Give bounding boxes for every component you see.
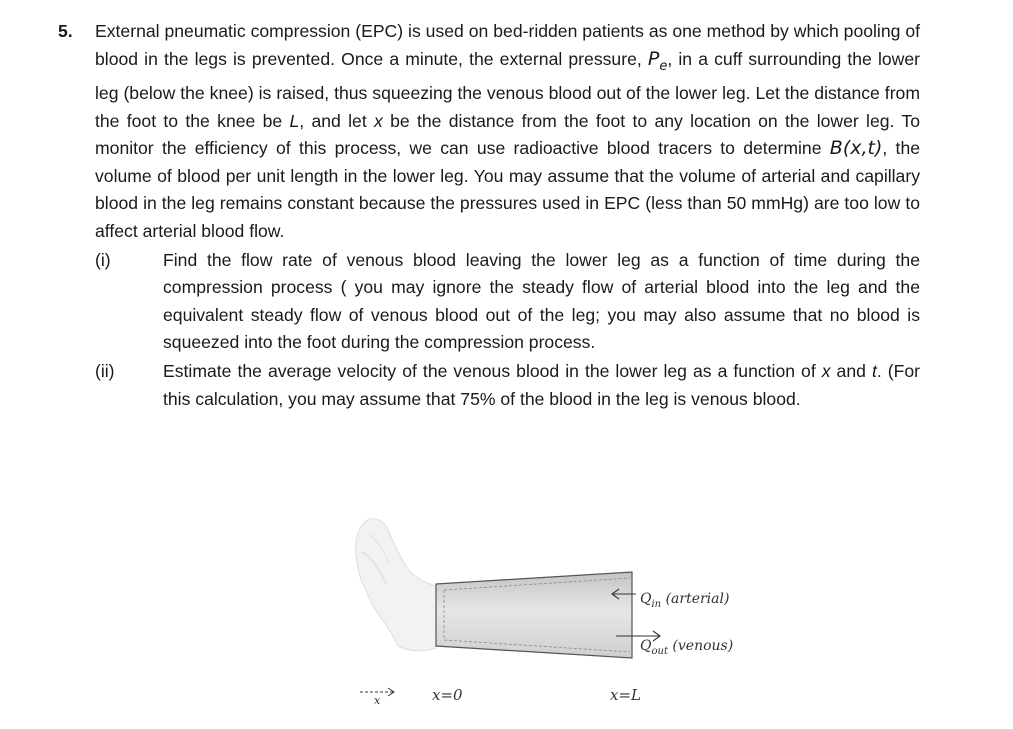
pe-symbol: $P_e$ bbox=[647, 47, 668, 74]
subpart-i bbox=[58, 247, 920, 357]
leg-cuff-figure bbox=[340, 512, 760, 724]
x-L-label: x=L bbox=[610, 686, 641, 704]
bxt-symbol: B(x,t) bbox=[829, 137, 883, 160]
intro-text-5: , the volume of blood per unit length in the lower leg. You may assume that the volume of arterial and capillary blood in the leg remains constant because the pressures used in EPC (less than 50 mmHg) are too low to affect arterial blood flow. bbox=[95, 138, 921, 241]
q-out-label: $Q_{out}$ (venous) bbox=[640, 638, 734, 657]
subpart-ii-text: Estimate the average velocity of the venous blood in the lower leg as a function of x and t. (For this calculation, you may assume that 75% of the blood in the leg is venous blood. bbox=[163, 360, 920, 409]
intro-text-2: , in a cuff surrounding the lower leg (below the knee) is raised, thus squeezing the venous blood out of the lower leg. Let the distance from the foot to the knee be bbox=[95, 48, 921, 131]
subpart-i-text: Find the flow rate of venous blood leaving the lower leg as a function of time during the compression process ( you may ignore the steady flow of arterial blood into the leg and the equivalent steady flow of venous blood out of the leg; you may also assume that no blood is squeezed into the foot during the compression process. bbox=[163, 249, 920, 353]
compression-cuff bbox=[436, 572, 632, 658]
problem-statement bbox=[95, 18, 920, 246]
intro-text-3: , and let bbox=[299, 110, 375, 131]
subpart-i-label: (i) bbox=[95, 249, 111, 270]
var-t-ii: t bbox=[871, 360, 877, 381]
var-x: x bbox=[374, 110, 383, 131]
x-zero-label: x=0 bbox=[432, 686, 463, 704]
leg-diagram-svg bbox=[340, 512, 760, 724]
problem-5 bbox=[58, 18, 920, 413]
subpart-ii bbox=[58, 358, 920, 413]
var-L: L bbox=[289, 110, 300, 131]
subpart-ii-label: (ii) bbox=[95, 360, 115, 381]
x-axis-label: x bbox=[374, 694, 381, 707]
intro-text-4: be the distance from the foot to any location on the lower leg. To monitor the efficiency of this process, we can use radioactive blood tracers to determine bbox=[95, 110, 920, 159]
problem-number: 5. bbox=[58, 21, 73, 41]
intro-text-1: External pneumatic compression (EPC) is used on bed-ridden patients as one method by which pooling of blood in the legs is prevented. Once a minute, the external pressure, bbox=[95, 21, 920, 69]
foot-shape bbox=[356, 519, 436, 651]
var-x-ii: x bbox=[821, 360, 831, 381]
q-in-label: $Q_{in}$ (arterial) bbox=[640, 591, 730, 610]
